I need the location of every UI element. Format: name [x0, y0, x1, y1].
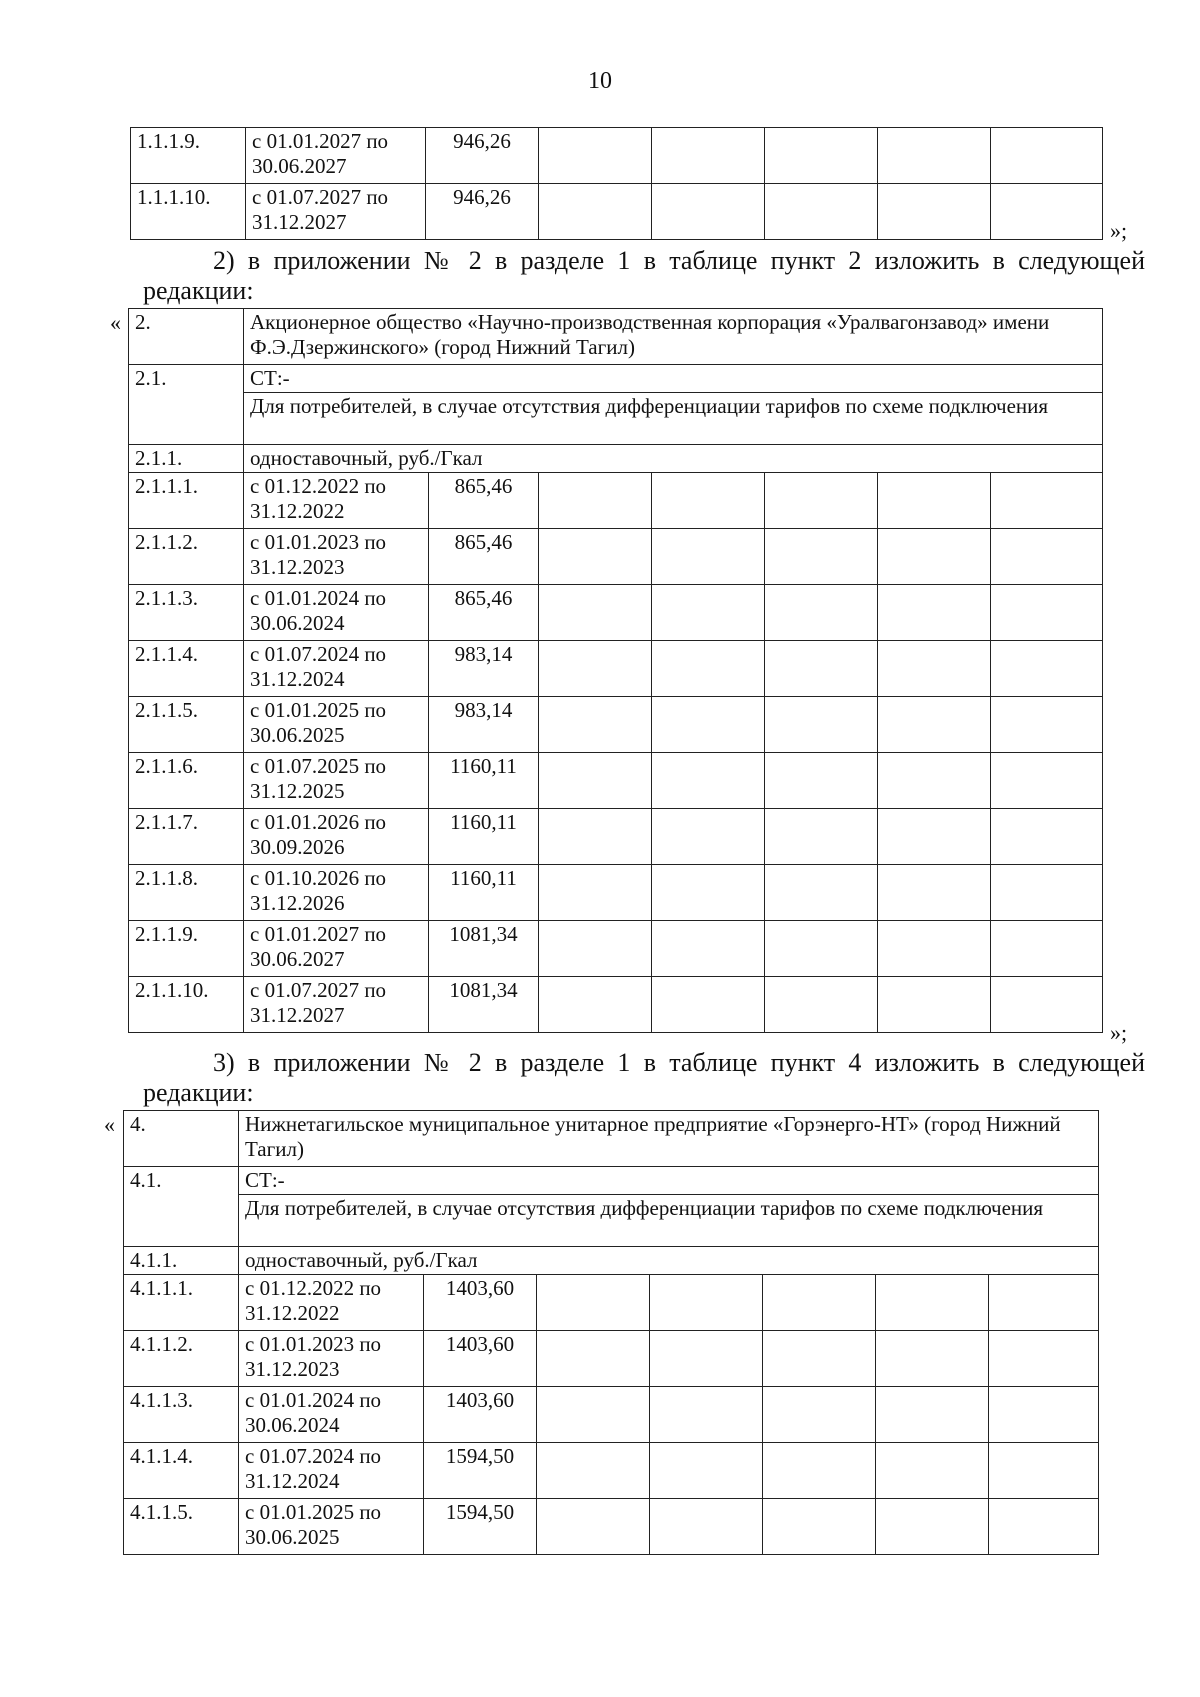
- table-row: [131, 128, 1103, 184]
- empty-cell: [765, 184, 878, 240]
- table-row: [129, 697, 1103, 753]
- empty-cell: [763, 1275, 876, 1331]
- table-2-rate-code: 2.1.1.: [129, 445, 244, 473]
- table-3-rate-code: 4.1.1.: [124, 1247, 239, 1275]
- empty-cell: [652, 697, 765, 753]
- table-row: [124, 1443, 1099, 1499]
- empty-cell: [652, 473, 765, 529]
- row-value: 1160,11: [429, 865, 539, 921]
- row-period: с 01.07.2027 по 31.12.2027: [244, 977, 429, 1033]
- row-code: 4.1.1.5.: [124, 1499, 239, 1555]
- row-period: с 01.10.2026 по 31.12.2026: [244, 865, 429, 921]
- table-row: [129, 529, 1103, 585]
- empty-cell: [763, 1443, 876, 1499]
- row-period: с 01.01.2026 по 30.09.2026: [244, 809, 429, 865]
- empty-cell: [991, 865, 1103, 921]
- table-row: [129, 865, 1103, 921]
- table-3-consumers: Для потребителей, в случае отсутствия дифференциации тарифов по схеме подключения: [239, 1195, 1099, 1247]
- row-value: 1160,11: [429, 809, 539, 865]
- table-3-org-name: Нижнетагильское муниципальное унитарное предприятие «Горэнерго-НТ» (город Нижний Тагил): [239, 1111, 1099, 1167]
- empty-cell: [765, 585, 878, 641]
- empty-cell: [991, 184, 1103, 240]
- empty-cell: [765, 641, 878, 697]
- row-value: 1594,50: [424, 1443, 537, 1499]
- empty-cell: [991, 753, 1103, 809]
- empty-cell: [652, 753, 765, 809]
- empty-cell: [537, 1499, 650, 1555]
- empty-cell: [539, 809, 652, 865]
- table-3-consumers-row: [124, 1195, 1099, 1247]
- row-value: 1081,34: [429, 977, 539, 1033]
- table-row: [124, 1499, 1099, 1555]
- row-code: 2.1.1.5.: [129, 697, 244, 753]
- empty-cell: [652, 809, 765, 865]
- empty-cell: [765, 128, 878, 184]
- row-value: 1403,60: [424, 1331, 537, 1387]
- row-code: 2.1.1.7.: [129, 809, 244, 865]
- row-period: с 01.12.2022 по 31.12.2022: [239, 1275, 424, 1331]
- empty-cell: [537, 1387, 650, 1443]
- empty-cell: [878, 977, 991, 1033]
- empty-cell: [765, 865, 878, 921]
- empty-cell: [991, 128, 1103, 184]
- empty-cell: [539, 184, 652, 240]
- table-3-org-row: [124, 1111, 1099, 1167]
- empty-cell: [878, 128, 991, 184]
- table-2-org-code: 2.: [129, 309, 244, 365]
- empty-cell: [991, 585, 1103, 641]
- empty-cell: [652, 977, 765, 1033]
- paragraph-2-line-1: 2) в приложении № 2 в разделе 1 в таблице пункт 2 изложить в следующей: [213, 246, 1145, 275]
- table-row: [124, 1275, 1099, 1331]
- table-row: [129, 753, 1103, 809]
- table-3-rate-row: [124, 1247, 1099, 1275]
- empty-cell: [989, 1387, 1099, 1443]
- table-2-end-mark: »;: [1110, 1020, 1128, 1045]
- empty-cell: [652, 865, 765, 921]
- table-2-st-row: [129, 365, 1103, 393]
- paragraph-2-line-2: редакции:: [143, 276, 254, 305]
- row-code: 2.1.1.10.: [129, 977, 244, 1033]
- row-code: 2.1.1.2.: [129, 529, 244, 585]
- empty-cell: [537, 1443, 650, 1499]
- row-value: 865,46: [429, 585, 539, 641]
- empty-cell: [876, 1331, 989, 1387]
- empty-cell: [878, 184, 991, 240]
- row-code: 2.1.1.8.: [129, 865, 244, 921]
- paragraph-3-line-2: редакции:: [143, 1078, 254, 1107]
- empty-cell: [878, 809, 991, 865]
- empty-cell: [989, 1331, 1099, 1387]
- empty-cell: [539, 977, 652, 1033]
- row-value: 865,46: [429, 529, 539, 585]
- empty-cell: [763, 1387, 876, 1443]
- row-value: 1081,34: [429, 921, 539, 977]
- row-period: с 01.01.2025 по 30.06.2025: [239, 1499, 424, 1555]
- empty-cell: [991, 529, 1103, 585]
- row-value: 983,14: [429, 641, 539, 697]
- row-value: 865,46: [429, 473, 539, 529]
- tariff-table-1: [130, 127, 1103, 240]
- tariff-table-3: [123, 1110, 1099, 1555]
- table-2-open-mark: «: [110, 310, 121, 335]
- row-period: с 01.01.2024 по 30.06.2024: [239, 1387, 424, 1443]
- empty-cell: [650, 1387, 763, 1443]
- row-period: с 01.07.2024 по 31.12.2024: [244, 641, 429, 697]
- row-value: 1403,60: [424, 1275, 537, 1331]
- table-2-org-name: Акционерное общество «Научно-производственная корпорация «Уралвагонзавод» имени Ф.Э.Дзержинского» (город Нижний Тагил): [244, 309, 1103, 365]
- row-value: 946,26: [426, 128, 539, 184]
- empty-cell: [876, 1499, 989, 1555]
- empty-cell: [652, 128, 765, 184]
- row-period: с 01.01.2024 по 30.06.2024: [244, 585, 429, 641]
- empty-cell: [765, 697, 878, 753]
- row-period: с 01.01.2023 по 31.12.2023: [239, 1331, 424, 1387]
- row-period: с 01.07.2025 по 31.12.2025: [244, 753, 429, 809]
- empty-cell: [539, 529, 652, 585]
- empty-cell: [539, 921, 652, 977]
- empty-cell: [991, 641, 1103, 697]
- empty-cell: [650, 1443, 763, 1499]
- row-code: 2.1.1.4.: [129, 641, 244, 697]
- table-row: [129, 641, 1103, 697]
- row-code: 1.1.1.10.: [131, 184, 246, 240]
- page-number: 10: [588, 68, 612, 94]
- empty-cell: [876, 1275, 989, 1331]
- table-row: [124, 1331, 1099, 1387]
- empty-cell: [989, 1443, 1099, 1499]
- empty-cell: [650, 1499, 763, 1555]
- empty-cell: [765, 977, 878, 1033]
- empty-cell: [652, 184, 765, 240]
- empty-cell: [878, 529, 991, 585]
- empty-cell: [989, 1275, 1099, 1331]
- paragraph-3-line-1: 3) в приложении № 2 в разделе 1 в таблице пункт 4 изложить в следующей: [213, 1048, 1145, 1077]
- table-2-consumers: Для потребителей, в случае отсутствия дифференциации тарифов по схеме подключения: [244, 393, 1103, 445]
- row-value: 1160,11: [429, 753, 539, 809]
- table-row: [129, 809, 1103, 865]
- table-row: [131, 184, 1103, 240]
- empty-cell: [650, 1331, 763, 1387]
- row-period: с 01.01.2025 по 30.06.2025: [244, 697, 429, 753]
- table-2-st-code: 2.1.: [129, 365, 244, 445]
- empty-cell: [991, 473, 1103, 529]
- empty-cell: [876, 1443, 989, 1499]
- table-2-org-row: [129, 309, 1103, 365]
- tariff-table-2: [128, 308, 1103, 1033]
- table-row: [129, 977, 1103, 1033]
- table-3-st-code: 4.1.: [124, 1167, 239, 1247]
- empty-cell: [765, 921, 878, 977]
- empty-cell: [650, 1275, 763, 1331]
- table-row: [129, 585, 1103, 641]
- row-code: 2.1.1.9.: [129, 921, 244, 977]
- row-value: 1403,60: [424, 1387, 537, 1443]
- empty-cell: [991, 977, 1103, 1033]
- empty-cell: [539, 473, 652, 529]
- empty-cell: [878, 473, 991, 529]
- empty-cell: [539, 128, 652, 184]
- row-value: 946,26: [426, 184, 539, 240]
- table-row: [124, 1387, 1099, 1443]
- empty-cell: [539, 865, 652, 921]
- table-3-st-label: СТ:-: [239, 1167, 1099, 1195]
- table-2-rate-row: [129, 445, 1103, 473]
- empty-cell: [878, 921, 991, 977]
- empty-cell: [763, 1331, 876, 1387]
- row-code: 4.1.1.4.: [124, 1443, 239, 1499]
- table-3-rate-label: одноставочный, руб./Гкал: [239, 1247, 1099, 1275]
- empty-cell: [765, 809, 878, 865]
- table-3-st-row: [124, 1167, 1099, 1195]
- row-period: с 01.07.2024 по 31.12.2024: [239, 1443, 424, 1499]
- row-code: 2.1.1.1.: [129, 473, 244, 529]
- row-period: с 01.12.2022 по 31.12.2022: [244, 473, 429, 529]
- empty-cell: [989, 1499, 1099, 1555]
- empty-cell: [539, 585, 652, 641]
- empty-cell: [652, 641, 765, 697]
- empty-cell: [763, 1499, 876, 1555]
- table-row: [129, 473, 1103, 529]
- empty-cell: [876, 1387, 989, 1443]
- empty-cell: [765, 473, 878, 529]
- empty-cell: [878, 585, 991, 641]
- row-period: с 01.01.2027 по 30.06.2027: [246, 128, 426, 184]
- row-value: 1594,50: [424, 1499, 537, 1555]
- table-2-st-label: СТ:-: [244, 365, 1103, 393]
- row-code: 1.1.1.9.: [131, 128, 246, 184]
- table-2-rate-label: одноставочный, руб./Гкал: [244, 445, 1103, 473]
- row-code: 4.1.1.2.: [124, 1331, 239, 1387]
- empty-cell: [991, 809, 1103, 865]
- empty-cell: [539, 697, 652, 753]
- row-value: 983,14: [429, 697, 539, 753]
- empty-cell: [878, 865, 991, 921]
- empty-cell: [537, 1275, 650, 1331]
- row-period: с 01.01.2027 по 30.06.2027: [244, 921, 429, 977]
- empty-cell: [878, 697, 991, 753]
- table-row: [129, 921, 1103, 977]
- row-code: 4.1.1.3.: [124, 1387, 239, 1443]
- empty-cell: [652, 585, 765, 641]
- empty-cell: [991, 921, 1103, 977]
- row-code: 4.1.1.1.: [124, 1275, 239, 1331]
- empty-cell: [878, 753, 991, 809]
- empty-cell: [765, 753, 878, 809]
- row-code: 2.1.1.3.: [129, 585, 244, 641]
- table-3-open-mark: «: [104, 1112, 115, 1137]
- empty-cell: [539, 753, 652, 809]
- empty-cell: [537, 1331, 650, 1387]
- table-1-end-mark: »;: [1110, 218, 1128, 243]
- empty-cell: [652, 529, 765, 585]
- empty-cell: [765, 529, 878, 585]
- empty-cell: [652, 921, 765, 977]
- empty-cell: [878, 641, 991, 697]
- row-period: с 01.01.2023 по 31.12.2023: [244, 529, 429, 585]
- empty-cell: [991, 697, 1103, 753]
- row-period: с 01.07.2027 по 31.12.2027: [246, 184, 426, 240]
- row-code: 2.1.1.6.: [129, 753, 244, 809]
- table-3-org-code: 4.: [124, 1111, 239, 1167]
- table-2-consumers-row: [129, 393, 1103, 445]
- empty-cell: [539, 641, 652, 697]
